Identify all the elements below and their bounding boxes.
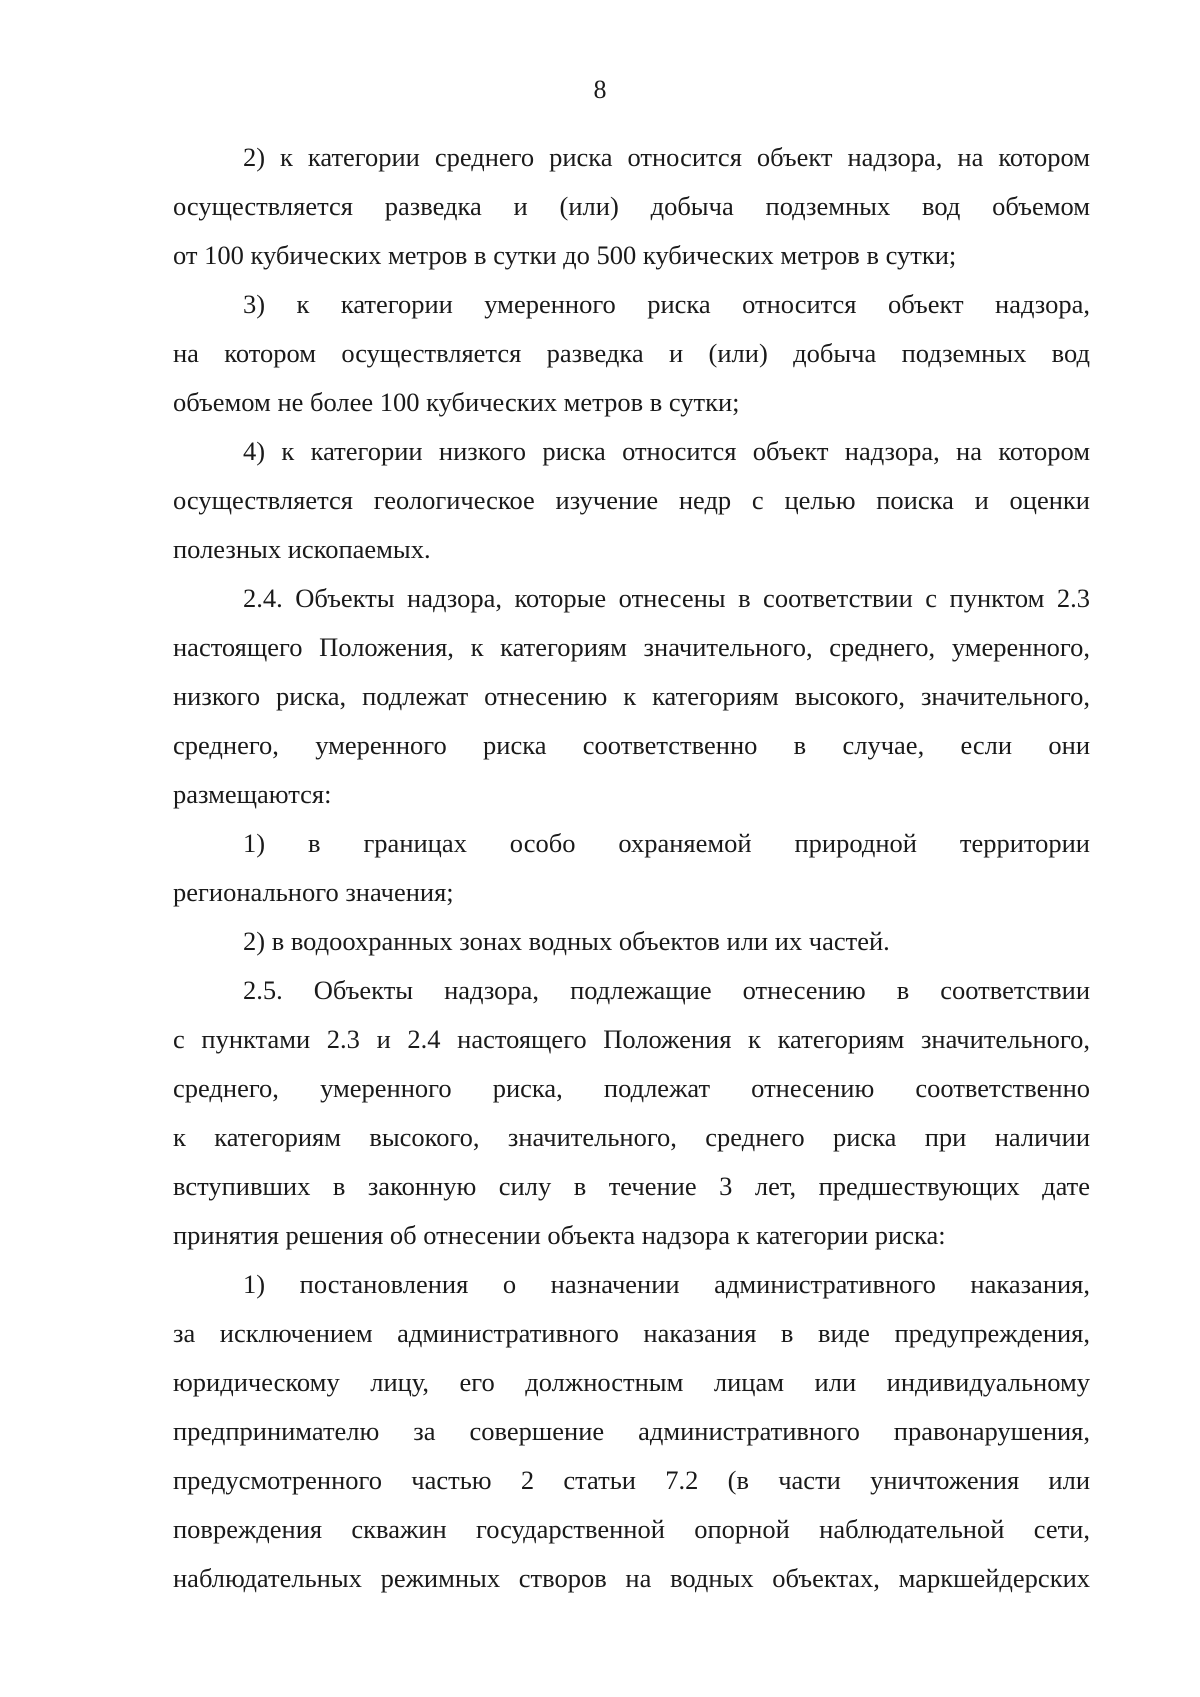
paragraph-risk-moderate — [173, 280, 1090, 427]
text-line: предусмотренного частью 2 статьи 7.2 (в части уничтожения или — [173, 1465, 1090, 1495]
text-line: 2.5. Объекты надзора, подлежащие отнесению в соответствии — [243, 975, 1090, 1005]
text-line: юридическому лицу, его должностным лицам или индивидуальному — [173, 1367, 1090, 1397]
text-line: принятия решения об отнесении объекта надзора к категории риска: — [173, 1220, 946, 1250]
document-body — [173, 133, 1090, 1603]
text-line: регионального значения; — [173, 877, 454, 907]
paragraph-risk-medium — [173, 133, 1090, 280]
text-line: осуществляется геологическое изучение недр с целью поиска и оценки — [173, 485, 1090, 515]
text-line: 4) к категории низкого риска относится объект надзора, на котором — [243, 436, 1090, 466]
text-line: на котором осуществляется разведка и (или) добыча подземных вод — [173, 338, 1090, 368]
paragraph-2-5 — [173, 966, 1090, 1260]
text-line: осуществляется разведка и (или) добыча подземных вод объемом — [173, 191, 1090, 221]
text-line: наблюдательных режимных створов на водных объектах, маркшейдерских — [173, 1563, 1090, 1593]
paragraph-risk-low — [173, 427, 1090, 574]
text-line: среднего, умеренного риска соответственно в случае, если они — [173, 730, 1090, 760]
text-line: 1) постановления о назначении административного наказания, — [243, 1269, 1090, 1299]
paragraph-2-4-item-1 — [173, 819, 1090, 917]
text-line: среднего, умеренного риска, подлежат отнесению соответственно — [173, 1073, 1090, 1103]
text-line: полезных ископаемых. — [173, 534, 431, 564]
paragraph-2-4-item-2 — [173, 917, 1090, 966]
paragraph-2-4 — [173, 574, 1090, 819]
text-line: 2.4. Объекты надзора, которые отнесены в соответствии с пунктом 2.3 — [243, 583, 1090, 613]
text-line: за исключением административного наказания в виде предупреждения, — [173, 1318, 1090, 1348]
text-line: вступивших в законную силу в течение 3 лет, предшествующих дате — [173, 1171, 1090, 1201]
text-line: к категориям высокого, значительного, среднего риска при наличии — [173, 1122, 1090, 1152]
text-line: 1) в границах особо охраняемой природной территории — [243, 828, 1090, 858]
text-line: низкого риска, подлежат отнесению к категориям высокого, значительного, — [173, 681, 1090, 711]
text-line: объемом не более 100 кубических метров в сутки; — [173, 387, 740, 417]
text-line: повреждения скважин государственной опорной наблюдательной сети, — [173, 1514, 1090, 1544]
text-line: с пунктами 2.3 и 2.4 настоящего Положения к категориям значительного, — [173, 1024, 1090, 1054]
paragraph-2-5-item-1 — [173, 1260, 1090, 1603]
text-line: предпринимателю за совершение административного правонарушения, — [173, 1416, 1090, 1446]
text-line: от 100 кубических метров в сутки до 500 кубических метров в сутки; — [173, 240, 957, 270]
text-line: 3) к категории умеренного риска относится объект надзора, — [243, 289, 1090, 319]
text-line: 2) к категории среднего риска относится объект надзора, на котором — [243, 142, 1090, 172]
text-line: размещаются: — [173, 779, 332, 809]
page-number: 8 — [593, 75, 607, 104]
text-line: настоящего Положения, к категориям значительного, среднего, умеренного, — [173, 632, 1090, 662]
text-line: 2) в водоохранных зонах водных объектов или их частей. — [243, 926, 890, 956]
